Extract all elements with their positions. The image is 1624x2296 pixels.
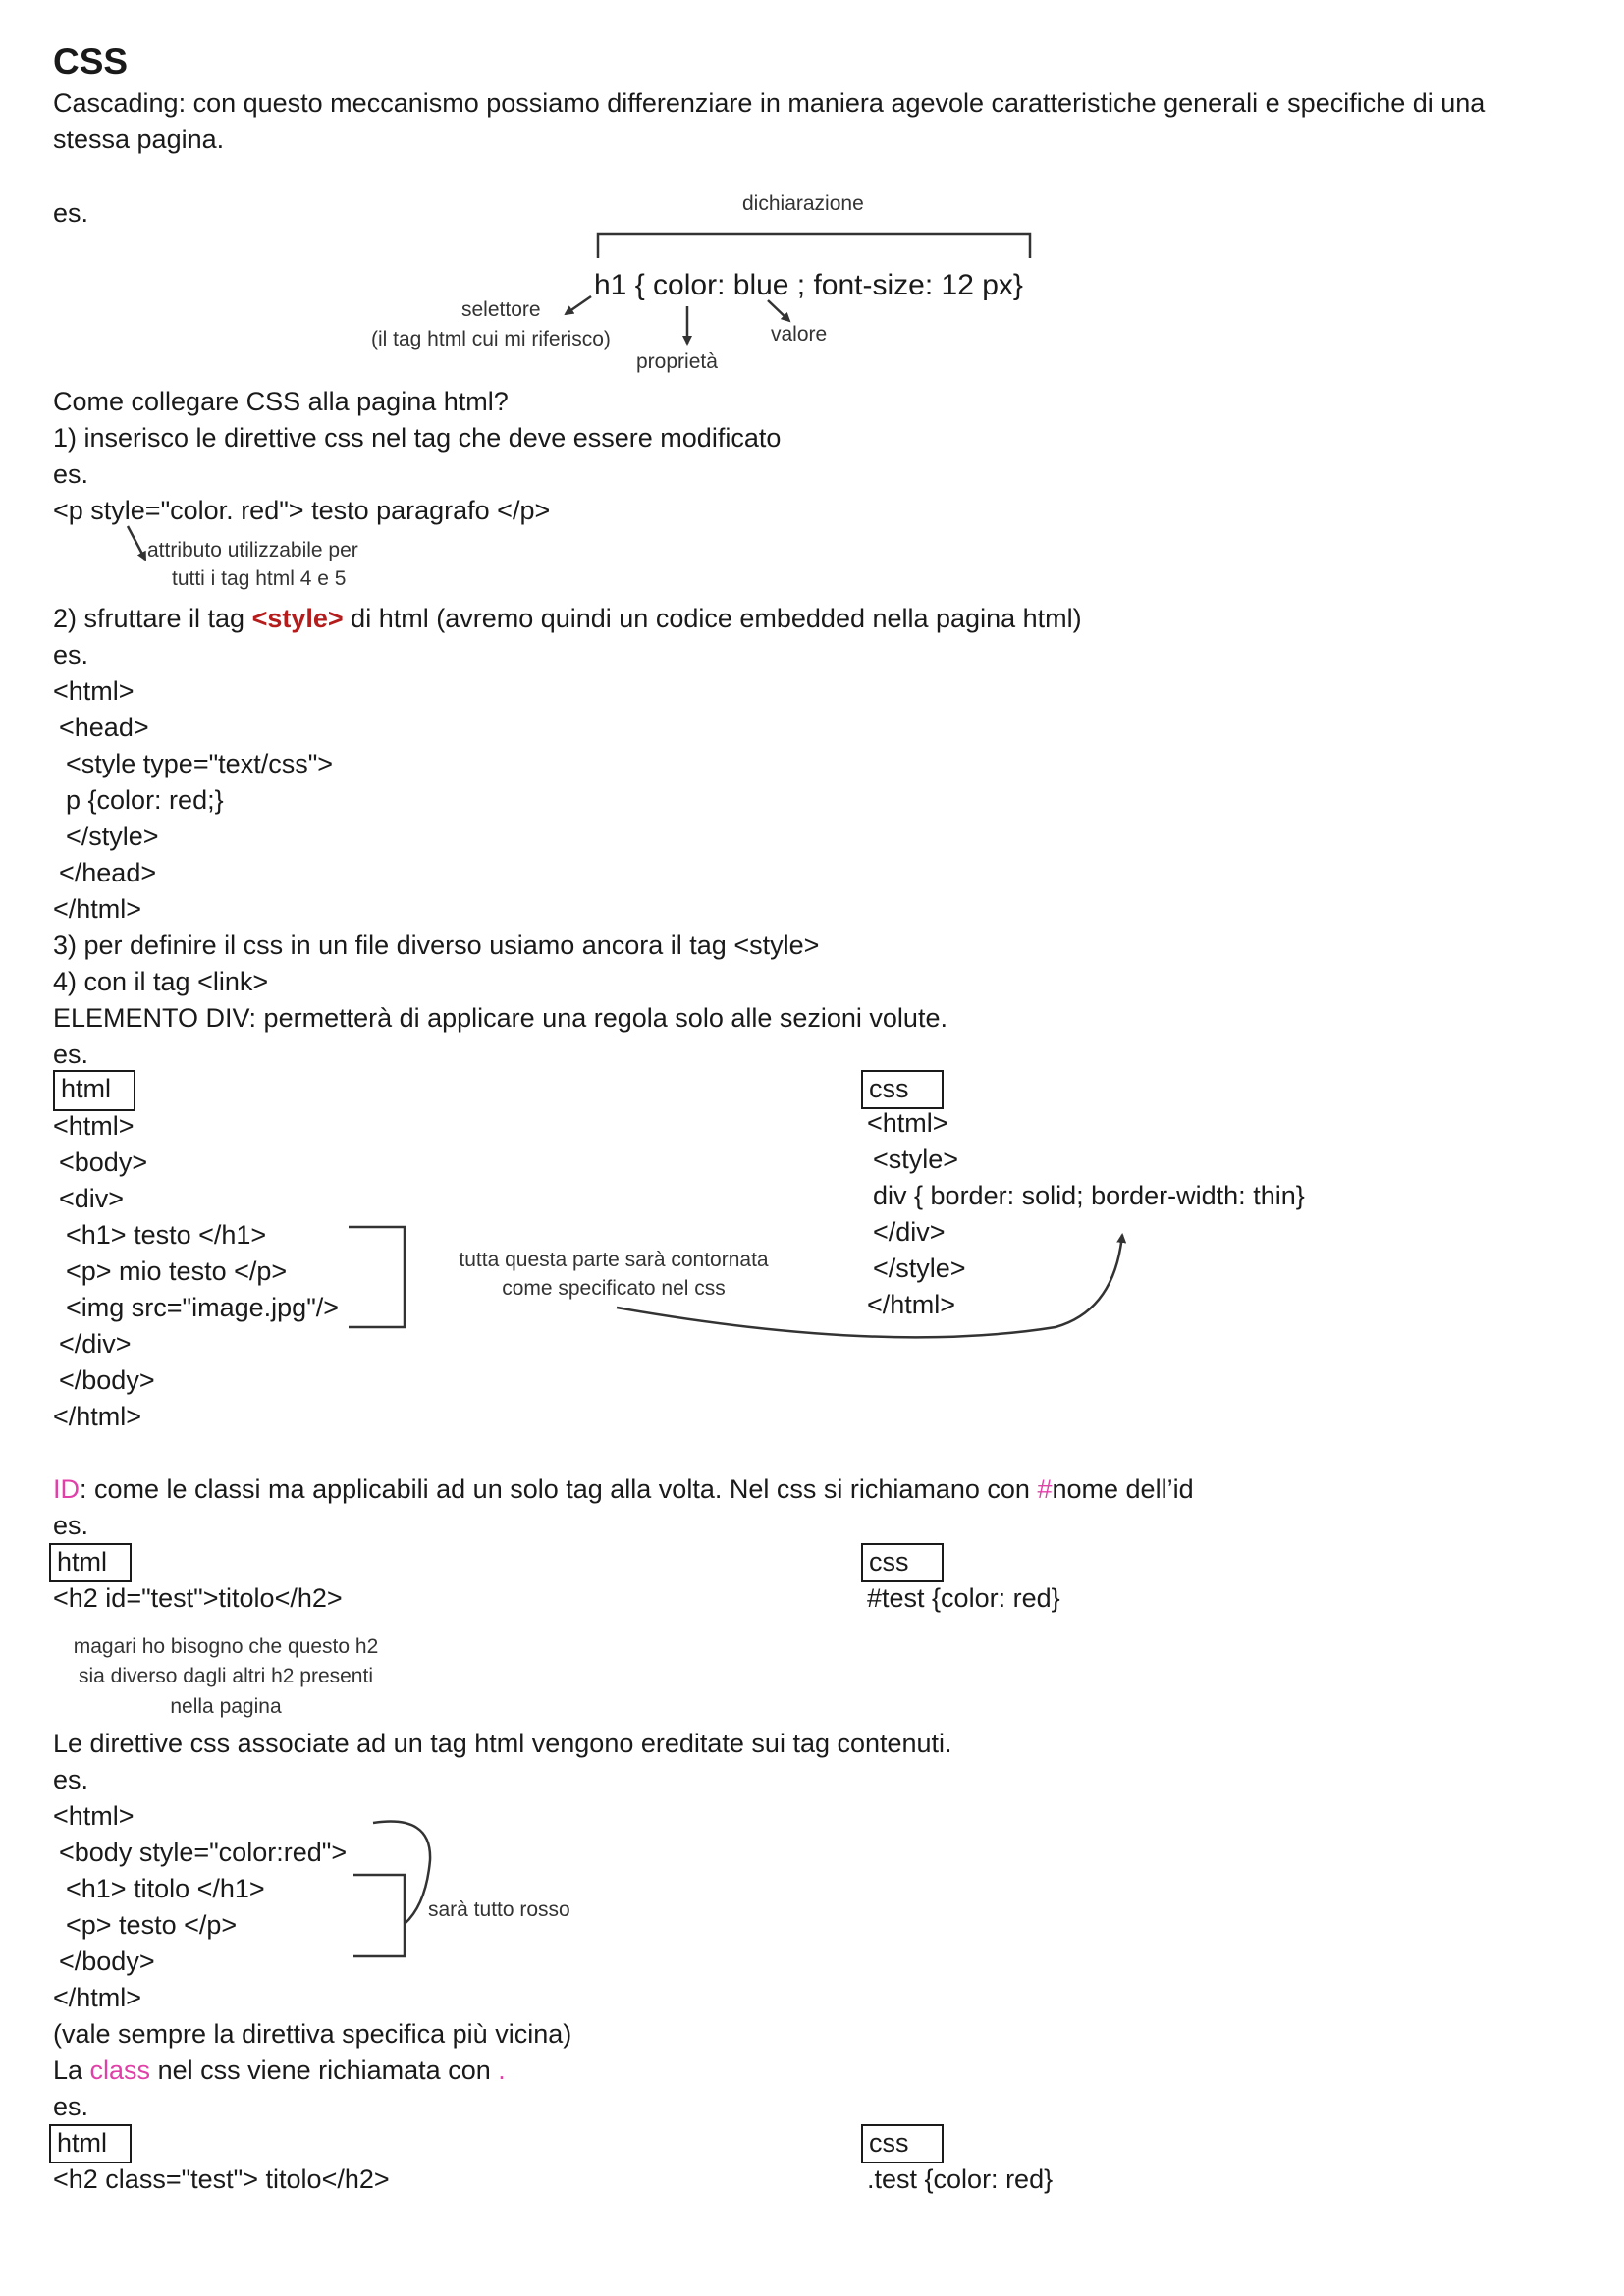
method-4: 4) con il tag <link> (53, 967, 269, 996)
value-arrow (768, 300, 789, 321)
class-explanation: La class nel css viene richiamata con . (53, 2056, 506, 2085)
code-line: </body> (59, 1947, 155, 1976)
code-line: div { border: solid; border-width: thin} (873, 1181, 1305, 1210)
inherit-curve (373, 1822, 430, 1924)
method-3: 3) per definire il css in un file diverso usiamo ancora il tag <style> (53, 931, 820, 960)
code-line: <style> (873, 1145, 959, 1174)
class-css-code: .test {color: red} (867, 2164, 1054, 2194)
code-line: <img src="image.jpg"/> (66, 1293, 340, 1322)
div-curved-arrow (617, 1235, 1122, 1337)
selector-arrow (566, 296, 591, 314)
css-label-box: css (861, 2124, 944, 2163)
intro-line-2: stessa pagina. (53, 125, 225, 154)
code-line: <html> (53, 676, 135, 706)
class-html-code: <h2 class="test"> titolo</h2> (53, 2164, 390, 2194)
css-label-box: css (861, 1070, 944, 1109)
code-line: <p> mio testo </p> (66, 1256, 288, 1286)
selector-label: selettore (461, 298, 541, 321)
example-label: es. (53, 1765, 89, 1794)
code-line: </style> (873, 1254, 966, 1283)
code-line: </div> (59, 1329, 132, 1359)
method-1: 1) inserisco le direttive css nel tag che deve essere modificato (53, 423, 782, 453)
attribute-arrow (128, 526, 145, 560)
selector-note: (il tag html cui mi riferisco) (371, 328, 611, 350)
method-2: 2) sfruttare il tag <style> di html (avremo quindi un codice embedded nella pagina html) (53, 604, 1082, 633)
code-line: </html> (53, 1402, 142, 1431)
page-title: CSS (53, 41, 129, 81)
html-label-box: html (49, 2124, 132, 2163)
code-line: <h1> titolo </h1> (66, 1874, 265, 1903)
id-html-code: <h2 id="test">titolo</h2> (53, 1583, 343, 1613)
intro-line-1: Cascading: con questo meccanismo possiamo differenziare in maniera agevole caratteristiche generali e specifiche di una (53, 88, 1486, 118)
inherit-note: sarà tutto rosso (428, 1898, 570, 1921)
code-line: p {color: red;} (66, 785, 224, 815)
code-line: <body style="color:red"> (59, 1838, 348, 1867)
code-line: <html> (53, 1801, 135, 1831)
code-line: </div> (873, 1217, 946, 1247)
code-line: <style type="text/css"> (66, 749, 334, 778)
code-line: <body> (59, 1148, 148, 1177)
example-label: es. (53, 640, 89, 669)
id-note: sia diverso dagli altri h2 presenti (79, 1665, 373, 1687)
method-1-code: <p style="color. red"> testo paragrafo </p> (53, 496, 551, 525)
example-label: es. (53, 1040, 89, 1069)
code-line: </head> (59, 858, 157, 887)
code-line: <html> (867, 1108, 948, 1138)
id-css-code: #test {color: red} (867, 1583, 1060, 1613)
style-tag-highlight: <style> (251, 604, 344, 633)
code-line: </body> (59, 1365, 155, 1395)
value-label: valore (771, 323, 828, 346)
hash-symbol: # (1037, 1474, 1053, 1504)
inherit-rule: (vale sempre la direttiva specifica più vicina) (53, 2019, 572, 2049)
class-keyword: class (89, 2056, 151, 2085)
declaration-bracket (598, 234, 1030, 258)
html-label-box: html (49, 1543, 132, 1582)
div-intro: ELEMENTO DIV: permetterà di applicare una regola solo alle sezioni volute. (53, 1003, 947, 1033)
code-line: </style> (66, 822, 159, 851)
inherit-text: Le direttive css associate ad un tag html vengono ereditate sui tag contenuti. (53, 1729, 952, 1758)
code-line: <head> (59, 713, 149, 742)
html-label-box: html (53, 1070, 135, 1111)
dot-symbol: . (498, 2056, 506, 2085)
id-note: magari ho bisogno che questo h2 (73, 1635, 379, 1658)
method-1-note: tutti i tag html 4 e 5 (172, 567, 347, 590)
id-note: nella pagina (170, 1695, 282, 1718)
id-keyword: ID (53, 1474, 80, 1504)
code-line: <div> (59, 1184, 125, 1213)
css-label-box: css (861, 1543, 944, 1582)
example-label: es. (53, 459, 89, 489)
code-line: </html> (53, 894, 142, 924)
div-bracket (349, 1227, 405, 1327)
declaration-label: dichiarazione (742, 192, 864, 215)
code-line: </html> (53, 1983, 142, 2012)
example-label: es. (53, 198, 89, 228)
example-label: es. (53, 2092, 89, 2121)
inherit-bracket (353, 1875, 405, 1956)
example-label: es. (53, 1511, 89, 1540)
id-explanation: ID: come le classi ma applicabili ad un solo tag alla volta. Nel css si richiamano con #nome dell’id (53, 1474, 1194, 1504)
linking-question: Come collegare CSS alla pagina html? (53, 387, 509, 416)
code-line: <h1> testo </h1> (66, 1220, 267, 1250)
method-1-note: attributo utilizzabile per (147, 539, 358, 561)
code-line: </html> (867, 1290, 956, 1319)
code-line: <html> (53, 1111, 135, 1141)
div-note: come specificato nel css (502, 1277, 726, 1300)
code-line: <p> testo </p> (66, 1910, 238, 1940)
css-rule-example: h1 { color: blue ; font-size: 12 px} (594, 269, 1023, 301)
div-note: tutta questa parte sarà contornata (459, 1249, 769, 1271)
property-label: proprietà (636, 350, 718, 373)
